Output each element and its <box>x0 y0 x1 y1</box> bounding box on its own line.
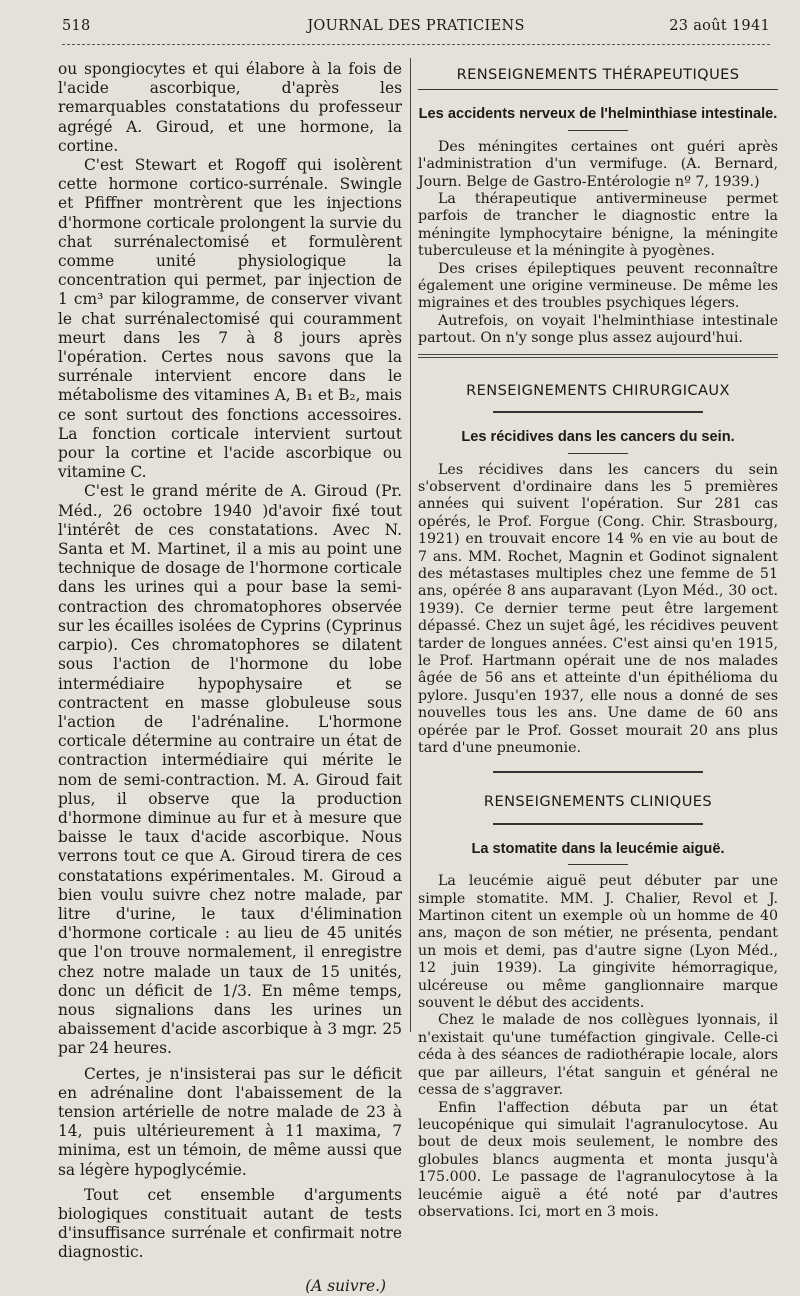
column-divider <box>410 58 411 1032</box>
journal-title: JOURNAL DES PRATICIENS <box>307 18 525 34</box>
section-separator <box>418 354 778 358</box>
section-rule <box>493 823 703 825</box>
title-rule <box>568 453 628 454</box>
title-rule <box>568 864 628 865</box>
left-column <box>58 60 402 1296</box>
paragraph: La thérapeutique antivermineuse permet parfois de trancher le diagnostic entre la méningite lymphocytaire bénigne, la méningite tuberculeuse et la méningite à pyogènes. <box>418 191 778 260</box>
issue-date: 23 août 1941 <box>669 18 770 34</box>
title-rule <box>568 130 628 131</box>
paragraph: Certes, je n'insisterai pas sur le déficit en adrénaline dont l'abaissement de la tension artérielle de notre malade de 23 à 14, puis ultérieurement à 11 maxima, 7 minima, est un témoin, de même aussi que sa légère hypoglycémie. <box>58 1064 402 1179</box>
section-title: RENSEIGNEMENTS THÉRAPEUTIQUES <box>456 66 740 83</box>
right-column <box>418 58 778 1221</box>
article-title: Les accidents nerveux de l'helminthiase intestinale. <box>418 106 778 123</box>
paragraph: Autrefois, on voyait l'helminthiase intestinale partout. On n'y songe plus assez aujourd'hui. <box>418 312 778 347</box>
article-title: Les récidives dans les cancers du sein. <box>461 429 735 446</box>
paragraph: Les récidives dans les cancers du sein s'observent d'ordinaire dans les 5 premières années qui suivent l'opération. Sur 281 cas opérés, le Prof. Forgue (Cong. Chir. Strasbourg, 1921) en trouvait encore 14 % en vie au bout de 7 ans. MM. Rochet, Magnin et Godinot signalent des métastases multiples chez une femme de 51 ans, opérée 8 ans auparavant (Lyon Méd., 30 oct. 1939). Ce dernier terme peut être largement dépassé. Chez un sujet âgé, les récidives peuvent tarder de longues années. C'est ainsi qu'en 1915, le Prof. Hartmann opérait une de nos malades âgée de 56 ans et atteinte d'un épithélioma du pylore. Jusqu'en 1937, elle nous a donné de ses nouvelles tous les ans. Une dame de 60 ans opérée par le Prof. Gosset mourait 20 ans plus tard d'une pneumonie. <box>418 461 778 756</box>
section-rule <box>418 89 778 90</box>
paragraph: C'est le grand mérite de A. Giroud (Pr. Méd., 26 octobre 1940 )d'avoir fixé tout l'intérêt de ces constatations. Avec N. Santa et M. Martinet, il a mis au point une technique de dosage de l'hormone corticale dans les urines qui a pour base la semi-contraction des chromatophores observée sur les écailles isolées de Cyprins (Cyprinus carpio). Ces chromatophores se dilatent sous l'action de l'hormone du lobe intermédiaire hypophysaire et se contractent en masse globuleuse sous l'action de l'adrénaline. L'hormone corticale détermine au contraire un état de contraction intermédiaire qui mérite le nom de semi-contraction. M. A. Giroud fait plus, il observe que la production d'hormone diminue au fur et à mesure que baisse le taux d'acide ascorbique. Nous verrons tout ce que A. Giroud tirera de ces constatations expérimentales. M. Giroud a bien voulu suivre chez notre malade, par litre d'urine, le taux d'élimination d'hormone corticale : au lieu de 45 unités que l'on trouve normalement, il enregistre chez notre malade un taux de 15 unités, donc un déficit de 1/3. En même temps, nous signalions dans les urines un abaissement d'acide ascorbique à 3 mgr. 25 par 24 heures. <box>58 482 402 1058</box>
paragraph: Chez le malade de nos collègues lyonnais, il n'existait qu'une tuméfaction gingivale. Celle-ci céda à des séances de radiothérapie locale, alors que par ailleurs, l'état sanguin et général ne cessa de s'aggraver. <box>418 1012 778 1099</box>
paragraph: Enfin l'affection débuta par un état leucopénique qui simulait l'agranulocytose. Au bout de deux mois seulement, le nombre des globules blancs augmenta et monta jusqu'à 175.000. Le passage de l'agranulocytose à la leucémie aiguë a été noté par d'autres observations. Ici, mort en 3 mois. <box>418 1099 778 1220</box>
paragraph: Tout cet ensemble d'arguments biologiques constituait autant de tests d'insuffisance surrénale et confirmait notre diagnostic. <box>58 1185 402 1262</box>
paragraph: La leucémie aiguë peut débuter par une simple stomatite. MM. J. Chalier, Revol et J. Martinon citent un exemple où un homme de 40 ans, maçon de son métier, ne présenta, pendant un mois et demi, pas d'autre signe (Lyon Méd., 12 juin 1939). La gingivite hémorragique, ulcéreuse ou même ganglionnaire marque souvent le début des accidents. <box>418 873 778 1012</box>
section-title: RENSEIGNEMENTS CHIRURGICAUX <box>466 381 730 399</box>
section-chirurgicaux <box>418 382 778 758</box>
section-title: RENSEIGNEMENTS CLINIQUES <box>483 793 713 811</box>
header-rule <box>62 44 770 45</box>
paragraph: C'est Stewart et Rogoff qui isolèrent cette hormone cortico-surrénale. Swingle et Pfiffner montrèrent que les injections d'hormone corticale prolongent la survie du chat surrénalectomisé et formulèrent comme unité physiologique la concentration qui permet, par injection de 1 cm³ par kilogramme, de conserver vivant le chat surrénalectomisé qui couramment meurt dans les 7 à 8 jours après l'opération. Certes nous savons que la surrénale intervient encore dans le métabolisme des vitamines A, B₁ et B₂, mais ce sont surtout des fonctions accessoires. La fonction corticale intervient surtout pour la cortine et l'acide ascorbique ou vitamine C. <box>58 156 402 482</box>
section-separator <box>493 771 703 773</box>
continuation-note: (A suivre.) <box>305 1276 386 1295</box>
page-number: 518 <box>62 18 91 34</box>
paragraph: ou spongiocytes et qui élabore à la fois de l'acide ascorbique, d'après les remarquables constatations du professeur agrégé A. Giroud, et une hormone, la cortine. <box>58 60 402 155</box>
section-therapeutiques <box>418 66 778 348</box>
page-header <box>62 18 770 40</box>
section-rule <box>493 411 703 413</box>
paragraph: Des crises épileptiques peuvent reconnaître également une origine vermineuse. De même les migraines et des troubles psychiques légers. <box>418 260 778 312</box>
paragraph: Des méningites certaines ont guéri après l'administration d'un vermifuge. (A. Bernard, Journ. Belge de Gastro-Entérologie nº 7, 1939.) <box>418 138 778 190</box>
section-cliniques <box>418 793 778 1221</box>
article-title: La stomatite dans la leucémie aiguë. <box>471 840 725 857</box>
